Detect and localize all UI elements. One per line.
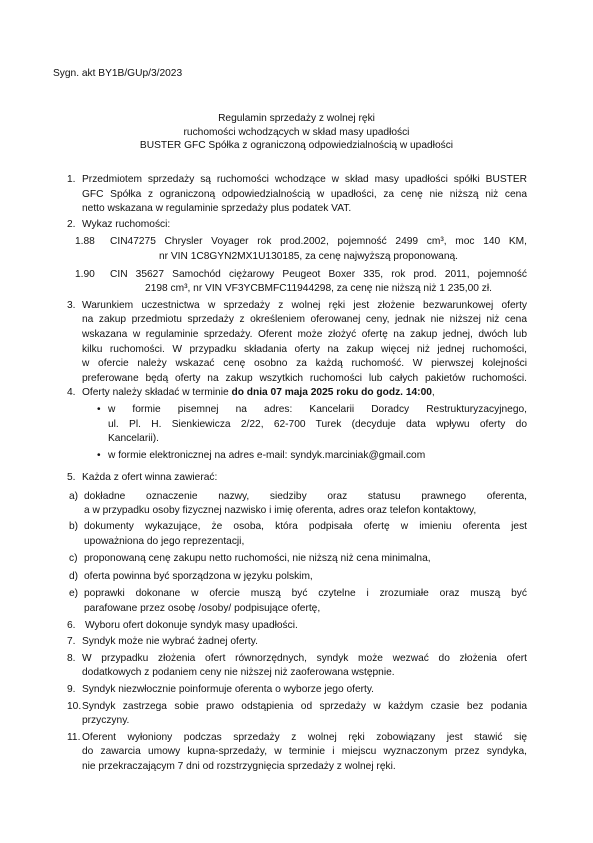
list-item bbox=[67, 386, 527, 401]
item-text: preferowane będą oferty na zakup wszytkich ruchomości lub całych pakietów ruchomości. bbox=[82, 372, 527, 384]
item-text: Syndyk może nie wybrać żadnej oferty. bbox=[82, 636, 258, 648]
bullet-item bbox=[67, 449, 527, 464]
vehicle-entry bbox=[75, 268, 527, 297]
vehicle-entry bbox=[75, 235, 527, 264]
offer-requirement bbox=[69, 570, 527, 585]
list-item bbox=[67, 299, 527, 387]
item-text: Każda z ofert winna zawierać: bbox=[82, 472, 218, 484]
item-number: 5. bbox=[67, 472, 76, 484]
requirement-text: a w przypadku osoby fizycznej nazwisko i imię oferenta, adres oraz telefon kontaktowy, bbox=[84, 505, 477, 517]
requirement-text: dokumenty wykazujące, że osoba, która podpisała ofertę w imieniu oferenta jest bbox=[84, 521, 527, 533]
item-text: na zakup przedmiotu sprzedaży z określeniem oferowanej ceny, jednak nie niższej niż cena bbox=[82, 314, 527, 326]
item-text bbox=[82, 386, 527, 401]
item-text: GFC Spółka z ograniczoną odpowiedzialnością w upadłości, za cenę nie niższą niż cena bbox=[82, 188, 527, 200]
item-text: W przypadku złożenia ofert równorzędnych, syndyk może wezwać do złożenia ofert bbox=[82, 652, 527, 664]
item-number: 3. bbox=[67, 299, 76, 311]
list-item bbox=[67, 635, 527, 650]
offer-requirement bbox=[69, 552, 527, 567]
item-number: 9. bbox=[67, 684, 76, 695]
bullet-text: w formie elektronicznej na adres e-mail: syndyk.marciniak@gmail.com bbox=[108, 449, 426, 461]
offer-requirement bbox=[69, 490, 527, 519]
item-text: Syndyk niezwłocznie poinformuje oferenta o wyborze jego oferty. bbox=[82, 684, 375, 695]
list-item bbox=[67, 731, 527, 775]
entry-text: CIN47275 Chrysler Voyager rok prod.2002, pojemność 2499 cm³, moc 140 KM, bbox=[110, 236, 527, 248]
requirement-marker: b) bbox=[69, 521, 79, 533]
item-text: Wykaz ruchomości: bbox=[82, 218, 171, 230]
requirement-text: upoważniona do jego reprezentacji, bbox=[84, 535, 245, 547]
item-text: Syndyk zastrzega sobie prawo odstąpienia od sprzedaży w każdym czasie bez podania bbox=[82, 700, 527, 712]
offer-requirement bbox=[69, 587, 527, 616]
requirement-marker: c) bbox=[69, 553, 78, 565]
list-item bbox=[67, 700, 527, 729]
item-text: Warunkiem uczestnictwa w sprzedaży z wolnej ręki jest złożenie bezwarunkowej oferty bbox=[82, 299, 527, 311]
deadline-date: do dnia 07 maja 2025 roku do godz. 14:00 bbox=[231, 387, 432, 399]
list-item bbox=[67, 652, 527, 681]
list-item bbox=[67, 173, 527, 217]
item-number: 1. bbox=[67, 174, 76, 185]
bullet-text: w formie pisemnej na adres: Kancelarii Doradcy Restrukturyzacyjnego, bbox=[108, 403, 527, 415]
bullet-icon: • bbox=[97, 403, 101, 415]
item-text: netto wskazana w regulaminie sprzedaży plus podatek VAT. bbox=[82, 203, 352, 215]
item-text: nie przekraczającym 7 dni od rozstrzygnięcia sprzedaży z wolnej ręki. bbox=[82, 760, 396, 772]
item-text: Wyboru ofert dokonuje syndyk masy upadłości. bbox=[85, 619, 298, 631]
item-text: przyczyny. bbox=[82, 715, 130, 727]
list-item bbox=[67, 683, 527, 698]
item-text: kilku ruchomości. W przypadku składania oferty na zakup więcej niż jednej ruchomości, bbox=[82, 343, 527, 355]
requirement-text: parafowane przez osobę /osoby/ podpisujące ofertę, bbox=[84, 603, 321, 615]
title-line: BUSTER GFC Spółka z ograniczoną odpowiedzialnością w upadłości bbox=[139, 140, 454, 152]
requirement-marker: d) bbox=[69, 570, 79, 582]
item-number: 4. bbox=[67, 387, 76, 399]
item-text: do zawarcia umowy kupna-sprzedaży, w terminie i miejscu wyznaczonym przez syndyka, bbox=[82, 746, 527, 758]
item-number: 7. bbox=[67, 636, 76, 648]
item-number: 2. bbox=[67, 218, 76, 230]
entry-number: 1.88 bbox=[75, 236, 95, 248]
requirement-text: dokładne oznaczenie nazwy, siedziby oraz statusu prawnego oferenta, bbox=[84, 490, 527, 502]
requirement-marker: e) bbox=[69, 588, 79, 600]
case-signature: Sygn. akt BY1B/GUp/3/2023 bbox=[53, 68, 183, 79]
title-line: ruchomości wchodzących w skład masy upadłości bbox=[183, 126, 410, 138]
entry-text: CIN 35627 Samochód ciężarowy Peugeot Boxer 335, rok prod. 2011, pojemność bbox=[110, 268, 527, 280]
item-text: dodatkowych z podaniem ceny nie niższej niż zaoferowana wstępnie. bbox=[82, 667, 395, 679]
regulations-list bbox=[67, 173, 527, 775]
bullet-text: Kancelarii). bbox=[108, 433, 159, 445]
item-number: 11. bbox=[67, 731, 81, 743]
item-text: w ofercie należy wskazać cenę osobno za każdą ruchomość. W pierwszej kolejności bbox=[82, 358, 527, 370]
bullet-item bbox=[67, 403, 527, 447]
entry-text: nr VIN 1C8GYN2MX1U130185, za cenę najwyższą proponowaną. bbox=[159, 250, 458, 262]
item-text: Oferent wyłoniony podczas sprzedaży z wolnej ręki zobowiązany jest stawić się bbox=[82, 731, 527, 743]
item-number: 8. bbox=[67, 652, 76, 664]
item-number: 10. bbox=[67, 700, 82, 712]
requirement-text: poprawki dokonane w ofercie muszą być czytelne i zrozumiałe oraz muszą być bbox=[84, 588, 527, 600]
bullet-icon: • bbox=[97, 449, 101, 461]
document-title bbox=[0, 112, 593, 153]
item-text: wskazana w regulaminie sprzedaży. Oferent może złożyć ofertę na zakup jednej, dwóch lub bbox=[82, 328, 527, 340]
requirement-text: proponowaną cenę zakupu netto ruchomości, nie niższą niż cena minimalna, bbox=[84, 553, 431, 565]
requirement-text: oferta powinna być sporządzona w języku polskim, bbox=[84, 570, 313, 582]
title-line: Regulamin sprzedaży z wolnej ręki bbox=[218, 113, 375, 124]
deadline-suffix: , bbox=[431, 387, 435, 399]
requirement-marker: a) bbox=[69, 490, 79, 502]
item-text: Przedmiotem sprzedaży są ruchomości wchodzące w skład masy upadłości spółki BUSTER bbox=[82, 174, 527, 185]
item-number: 6. bbox=[67, 619, 76, 631]
list-item bbox=[67, 218, 527, 233]
entry-text: 2198 cm³, nr VIN VF3YCBMFC11944298, za cenę nie niższą niż 1 235,00 zł. bbox=[145, 283, 492, 295]
list-item bbox=[67, 471, 527, 486]
entry-number: 1.90 bbox=[75, 268, 95, 280]
bullet-text: ul. Pl. H. Sienkiewicza 2/22, 62-700 Turek (decyduje data wpływu oferty do bbox=[108, 418, 527, 430]
deadline-intro: Oferty należy składać w terminie bbox=[82, 387, 232, 399]
list-item bbox=[67, 619, 527, 634]
offer-requirement bbox=[69, 520, 527, 549]
